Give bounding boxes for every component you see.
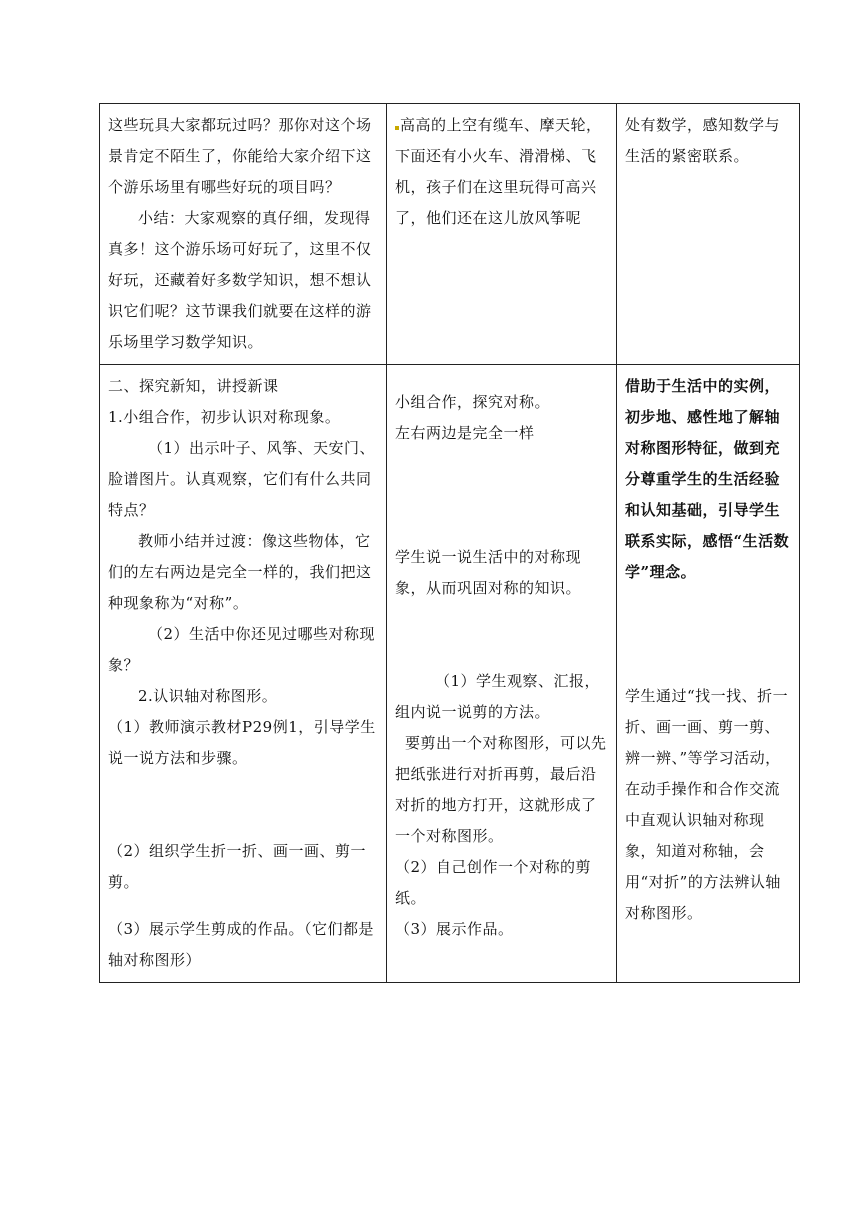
student-step: （3）展示作品。 [395, 920, 514, 938]
teacher-step: （1）出示叶子、风筝、天安门、脸谱图片。认真观察，它们有什么共同特点？ [108, 439, 376, 519]
design-intent-cell [617, 104, 800, 365]
student-activity-cell [387, 365, 617, 983]
student-answer: 高高的上空有缆车、摩天轮，下面还有小火车、滑滑梯、飞机，孩子们在这里玩得可高兴了，他们还在这儿放风筝呢 [395, 116, 602, 227]
teacher-step: 教师小结并过渡：像这些物体，它们的左右两边是完全一样的，我们把这种现象称为“对称”。 [108, 532, 372, 612]
student-step: 要剪出一个对称图形，可以先把纸张进行对折再剪，最后沿对折的地方打开，这就形成了一个对称图形。 [395, 734, 607, 845]
student-step: 学生说一说生活中的对称现象，从而巩固对称的知识。 [395, 548, 582, 597]
section-heading: 二、探究新知，讲授新课 [108, 377, 279, 395]
student-step: 小组合作，探究对称。 [395, 393, 551, 411]
edit-mark-icon [395, 126, 399, 130]
teacher-question: 这些玩具大家都玩过吗？那你对这个场景肯定不陌生了，你能给大家介绍下这个游乐场里有哪些好玩的项目吗？ [108, 116, 372, 196]
teacher-activity-cell [100, 104, 387, 365]
design-intent-cell [617, 365, 800, 983]
design-intent-text: 借助于生活中的实例，初步地、感性地了解轴对称图形特征，做到充分尊重学生的生活经验和认知基础，引导学生联系实际，感悟“生活数学”理念。 [625, 377, 790, 581]
table-row [100, 365, 800, 983]
student-step: （1）学生观察、汇报，组内说一说剪的方法。 [395, 672, 601, 721]
table-row [100, 104, 800, 365]
student-activity-cell [387, 104, 617, 365]
teacher-step: （2）生活中你还见过哪些对称现象？ [108, 625, 376, 674]
teacher-activity-cell [100, 365, 387, 983]
teacher-step: （2）组织学生折一折、画一画、剪一剪。 [108, 842, 367, 891]
teacher-step: （1）教师演示教材P29例1，引导学生说一说方法和步骤。 [108, 718, 376, 767]
design-intent-text: 学生通过“找一找、折一折、画一画、剪一剪、辨一辨、”等学习活动，在动手操作和合作交流中直观认识轴对称现象，知道对称轴，会用“对折”的方法辨认轴对称图形。 [625, 687, 789, 922]
teacher-summary: 小结：大家观察的真仔细，发现得真多！这个游乐场可好玩了，这里不仅好玩，还藏着好多数学知识，想不想认识它们呢？这节课我们就要在这样的游乐场里学习数学知识。 [108, 209, 372, 351]
student-step: （2）自己创作一个对称的剪纸。 [395, 858, 592, 907]
design-intent-text: 处有数学，感知数学与生活的紧密联系。 [625, 116, 781, 165]
teacher-step: （3）展示学生剪成的作品。（它们都是轴对称图形） [108, 920, 375, 969]
student-step: 左右两边是完全一样 [395, 424, 535, 442]
teacher-step: 2.认识轴对称图形。 [138, 687, 278, 705]
teacher-step: 1.小组合作，初步认识对称现象。 [108, 408, 341, 426]
lesson-plan-table [99, 103, 800, 983]
